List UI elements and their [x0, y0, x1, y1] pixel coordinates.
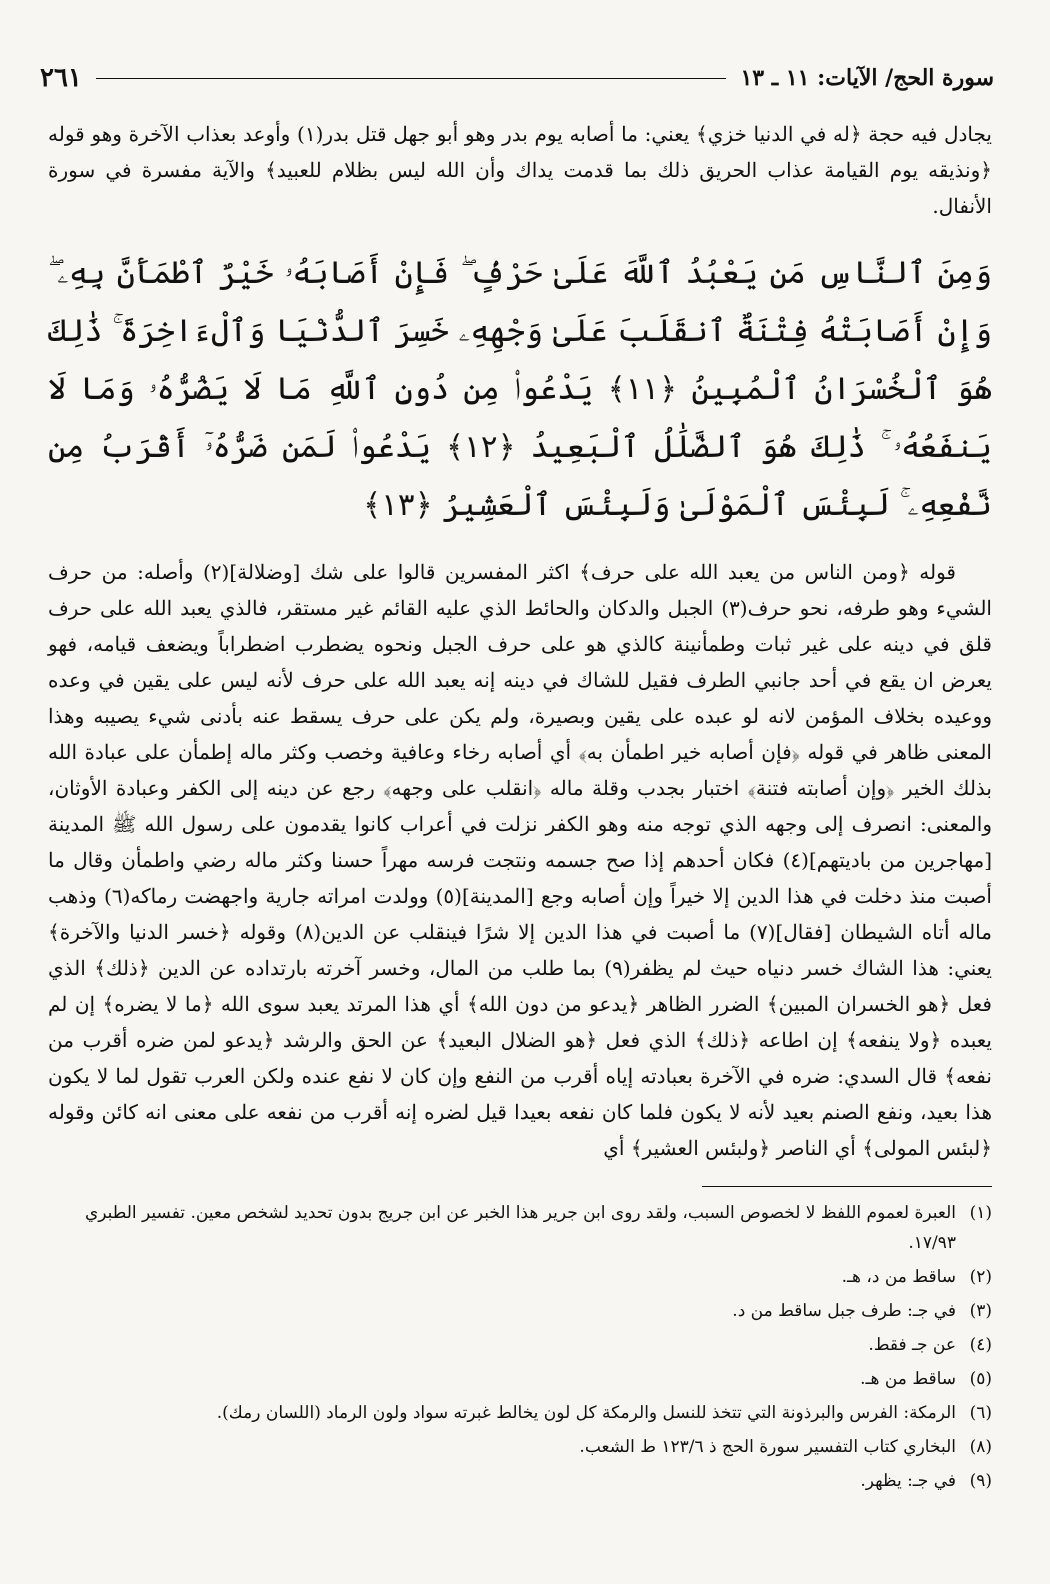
footnote: (٤) عن جـ فقط.	[868, 1335, 992, 1355]
footnote-rule	[702, 1186, 992, 1187]
page-body	[48, 116, 992, 1168]
intro-paragraph: يجادل فيه حجة ﴿له في الدنيا خزي﴾ يعني: ما أصابه يوم بدر وهو أبو جهل قتل بدر(١) وأوعد بعذاب الآخرة وهو قوله ﴿ونذيقه يوم القيامة عذاب الحريق ذلك بما قدمت يداك وأن الله ليس بظلام للعبيد﴾ والآية مفسرة في سورة الأنفال.	[48, 122, 993, 218]
page-number: ٢٦١	[40, 63, 82, 93]
footnote: (٦) الرمكة: الفرس والبرذونة التي تتخذ للنسل والرمكة كل لون يخالط غبرته سواد ولون الرماد (اللسان رمك).	[216, 1403, 992, 1423]
footnote: (٣) في جـ: طرف جبل ساقط من د.	[732, 1301, 992, 1321]
commentary-paragraph: قوله ﴿ومن الناس من يعبد الله على حرف﴾ اكثر المفسرين قالوا على شك [وضلالة](٢) وأصله: من حرف الشيء وهو طرفه، نحو حرف(٣) الجبل والدكان والحائط الذي عليه القائم غير مستقر، فالذي يعبد الله على حرف قلق في دينه على غير ثبات وطمأنينة كالذي هو على حرف الجبل ونحوه يضطرب اضطراباً ويضعف قيامه، فهو يعرض ان يقع في أحد جانبي الطرف فقيل للشاك في دينه إنه يعبد الله على حرف لأنه ليس على يقين في وعده ووعيده بخلاف المؤمن لانه لو عبده على يقين وبصيرة، ولم يكن على حرف يسقط عنه بأدنى شيء يصيبه وهذا المعنى ظاهر في قوله ﴿فإن أصابه خير اطمأن به﴾ أي أصابه رخاء وعافية وخصب وكثر ماله إطمأن على عبادة الله بذلك الخير ﴿وإن أصابته فتنة﴾ اختبار بجدب وقلة ماله ﴿انقلب على وجهه﴾ رجع عن دينه إلى الكفر وعبادة الأوثان، والمعنى: انصرف إلى وجهه الذي توجه منه وهو الكفر نزلت في أعراب كانوا يقدمون على رسول الله ﷺ المدينة [مهاجرين من باديتهم](٤) فكان أحدهم إذا صح جسمه ونتجت فرسه مهراً حسنا وكثر ماله رضي واطمأن وقال ما أصبت منذ دخلت في هذا الدين إلا خيراً وإن أصابه وجع [المدينة](٥) وولدت امراته جارية واجهضت رماكه(٦) وذهب ماله أتاه الشيطان [فقال](٧) ما أصبت في هذا الدين إلا شرًا فينقلب عن الدين(٨) وقوله ﴿خسر الدنيا والآخرة﴾ يعني: هذا الشاك خسر دنياه حيث لم يظفر(٩) بما طلب من المال، وخسر آخرته بارتداده عن الدين ﴿ذلك﴾ الذي فعل ﴿هو الخسران المبين﴾ الضرر الظاهر ﴿يدعو من دون الله﴾ أي هذا المرتد يعبد سوى الله ﴿ما لا يضره﴾ إن لم يعبده ﴿ولا ينفعه﴾ إن اطاعه ﴿ذلك﴾ الذي فعل ﴿هو الضلال البعيد﴾ عن الحق والرشد ﴿يدعو لمن ضره أقرب من نفعه﴾ قال السدي: ضره في الآخرة بعبادته إياه أقرب من النفع وإن كان لا نفع عنده ولكن العرب تقول لما لا يكون هذا بعيد، ونفع الصنم بعيد لأنه لا يكون فلما كان نفعه بعيدا قيل لضره إنه أقرب من نفعه على معنى انه كائن وقوله ﴿لبئس المولى﴾ أي الناصر ﴿ولبئس العشير﴾ أي	[48, 560, 992, 1160]
running-header	[40, 58, 994, 98]
footnote: (٨) البخاري كتاب التفسير سورة الحج ذ ١٢٣/٦ ط الشعب.	[579, 1437, 992, 1457]
footnote: (١) العبرة لعموم اللفظ لا لخصوص السبب، ولقد روى ابن جرير هذا الخبر عن ابن جريج بدون تحديد لشخص معين. تفسير الطبري ١٧/٩٣.	[84, 1203, 992, 1253]
surah-title: سورة الحج/ الآيات: ١١ ـ ١٣	[740, 65, 994, 91]
footnote: (٥) ساقط من هـ.	[860, 1369, 992, 1389]
header-rule	[96, 78, 727, 79]
footnote: (٢) ساقط من د، هـ.	[841, 1267, 992, 1287]
quran-verse: وَمِنَ ٱلنَّاسِ مَن يَعْبُدُ ٱللَّهَ عَلَىٰ حَرْفٍۢ ۖ فَإِنْ أَصَابَهُۥ خَيْرٌ ٱطْمَأَنَّ بِهِۦ ۖ وَإِنْ أَصَابَتْهُ فِتْنَةٌ ٱنقَلَبَ عَلَىٰ وَجْهِهِۦ خَسِرَ ٱلدُّنْيَا وَٱلْءَاخِرَةَ ۚ ذَٰلِكَ هُوَ ٱلْخُسْرَانُ ٱلْمُبِينُ ﴿١١﴾ يَدْعُوا۟ مِن دُونِ ٱللَّهِ مَا لَا يَضُرُّهُۥ وَمَا لَا يَنفَعُهُۥ ۚ ذَٰلِكَ هُوَ ٱلضَّلَٰلُ ٱلْبَعِيدُ ﴿١٢﴾ يَدْعُوا۟ لَمَن ضَرُّهُۥٓ أَقْرَبُ مِن نَّفْعِهِۦ ۚ لَبِئْسَ ٱلْمَوْلَىٰ وَلَبِئْسَ ٱلْعَشِيرُ ﴿١٣﴾	[48, 255, 992, 523]
footnote: (٩) في جـ: يظهر.	[860, 1471, 992, 1491]
footnotes	[48, 1198, 992, 1500]
